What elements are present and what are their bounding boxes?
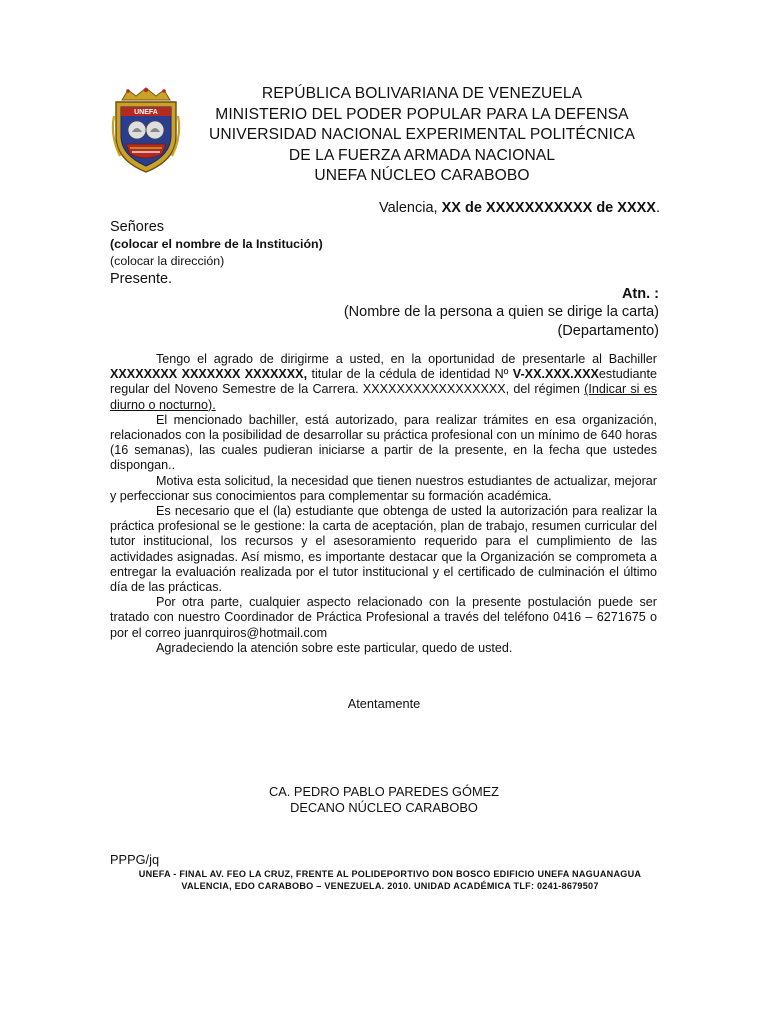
recipient-address: (colocar la dirección) xyxy=(110,254,225,268)
body-paragraph-2: El mencionado bachiller, está autorizado, para realizar trámites en esa organización, relacionados con la posibilidad de desarrollar su práctica profesional con un mínimo de 640 horas (16 semanas), las cuales pudieran iniciarse a partir de la presente, en la fecha que ustedes dispongan.. xyxy=(110,412,657,473)
letterhead-line-4: DE LA FUERZA ARMADA NACIONAL xyxy=(288,146,556,164)
letterhead-line-1: REPÚBLICA BOLIVARIANA DE VENEZUELA xyxy=(261,85,583,102)
body-paragraph-4: Es necesario que el (la) estudiante que obtenga de usted la autorización para realizar la práctica profesional se le gestione: la carta de aceptación, plan de trabajo, resumen curricular del tutor institucional, los recursos y el asesoramiento requerido para el cumplimiento de las actividades asignadas. Así mismo, es importante destacar que la Organización se comprometa a entregar la evaluación realizada por el tutor institucional y el certificado de culminación el último día de las prácticas. xyxy=(110,504,657,595)
letter-body xyxy=(110,352,657,656)
attention-block xyxy=(344,285,659,340)
attention-person: (Nombre de la persona a quien se dirige la carta) xyxy=(343,304,659,321)
seal-text: UNEFA xyxy=(134,109,158,117)
university-seal-icon xyxy=(108,86,184,174)
recipient-salutation: Señores xyxy=(110,219,165,235)
date-line xyxy=(379,200,660,216)
footer-line-2: VALENCIA, EDO CARABOBO – VENEZUELA. 2010. UNIDAD ACADÉMICA TLF: 0241-8679507 xyxy=(181,881,599,891)
signature-block xyxy=(0,784,768,816)
letterhead-line-5: UNEFA NÚCLEO CARABOBO xyxy=(314,167,530,184)
p1-start: Tengo el agrado de dirigirme a usted, en la oportunidad de presentarle al Bachiller xyxy=(156,352,657,366)
p1-mid: titular de la cédula de identidad Nº xyxy=(307,367,513,382)
signatory-name: CA. PEDRO PABLO PAREDES GÓMEZ xyxy=(269,784,499,799)
attention-department: (Departamento) xyxy=(557,322,659,339)
date-suffix: . xyxy=(655,200,660,216)
letterhead-line-2: MINISTERIO DEL PODER POPULAR PARA LA DEFENSA xyxy=(215,105,629,123)
recipient-present: Presente. xyxy=(110,271,173,287)
regimen-placeholder: (Indicar si es diurno o nocturno). xyxy=(110,382,657,412)
attention-label: Atn. : xyxy=(621,286,659,302)
date-value: XX de XXXXXXXXXXX de XXXX xyxy=(441,200,656,216)
closing: Atentamente xyxy=(347,696,421,711)
student-name: XXXXXXXX XXXXXXX XXXXXXX, xyxy=(110,367,308,382)
footer-address xyxy=(110,868,670,892)
recipient-block xyxy=(110,218,670,288)
body-paragraph-1 xyxy=(110,352,657,413)
recipient-institution: (colocar el nombre de la Institución) xyxy=(110,237,323,251)
p1-rest: estudiante regular del Noveno Semestre de la Carrera. XXXXXXXXXXXXXXXXX, del régimen xyxy=(110,367,658,397)
date-prefix: Valencia, xyxy=(378,200,442,216)
reference-initials: PPPG/jq xyxy=(110,852,160,867)
body-paragraph-5: Por otra parte, cualquier aspecto relacionado con la presente postulación puede ser tratado con nuestro Coordinador de Práctica Profesional a través del teléfono 0416 – 6271675 o por el correo juanrquiros@hotmail.com xyxy=(110,595,657,640)
letterhead xyxy=(208,84,636,187)
footer-line-1: UNEFA - FINAL AV. FEO LA CRUZ, FRENTE AL POLIDEPORTIVO DON BOSCO EDIFICIO UNEFA NAGUANAGUA xyxy=(138,869,642,879)
body-paragraph-6: Agradeciendo la atención sobre este particular, quedo de usted. xyxy=(156,640,513,655)
student-id: V-XX.XXX.XXX xyxy=(512,367,599,382)
signatory-title: DECANO NÚCLEO CARABOBO xyxy=(290,800,478,815)
letterhead-line-3: UNIVERSIDAD NACIONAL EXPERIMENTAL POLITÉCNICA xyxy=(209,126,635,143)
body-paragraph-3: Motiva esta solicitud, la necesidad que tienen nuestros estudiantes de actualizar, mejorar y perfeccionar sus conocimientos para complementar su formación académica. xyxy=(110,473,657,503)
